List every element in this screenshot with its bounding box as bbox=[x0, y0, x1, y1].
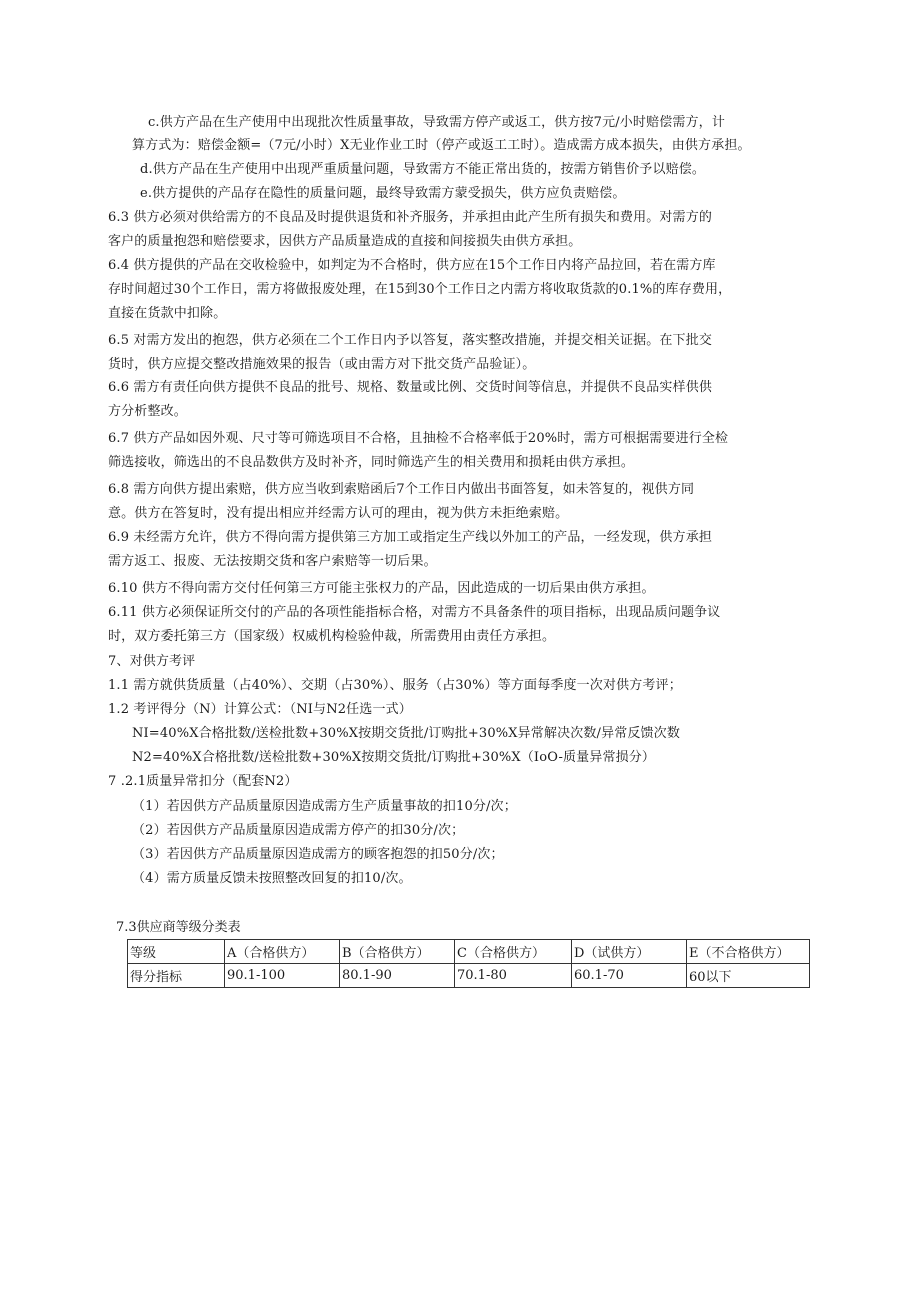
table-caption: 7.3供应商等级分类表 bbox=[116, 920, 241, 935]
paragraph-line: 意。供方在答复时，没有提出相应并经需方认可的理由，视为供方未拒绝索赔。 bbox=[108, 506, 569, 521]
paragraph-line: 时，双方委托第三方（国家级）权威机构检验仲裁，所需费用由责任方承担。 bbox=[108, 629, 556, 644]
paragraph-line: c.供方产品在生产使用中出现批次性质量事故，导致需方停产或返工，供方按7元/小时赔偿需方，计 bbox=[148, 115, 725, 130]
subsection-heading: 7 .2.1质量异常扣分（配套N2） bbox=[108, 774, 298, 789]
paragraph-line: 6.7 供方产品如因外观、尺寸等可筛选项目不合格，且抽检不合格率低于20%时，需方可根据需要进行全检 bbox=[108, 431, 729, 446]
supplier-grade-table bbox=[127, 939, 810, 988]
formula-line: N2=40%X合格批数/送检批数+30%X按期交货批/订购批+30%X（IoO-质量异常损分） bbox=[132, 750, 656, 765]
paragraph-line: 6.10 供方不得向需方交付任何第三方可能主张权力的产品，因此造成的一切后果由供方承担。 bbox=[108, 581, 655, 596]
table-cell: 70.1-80 bbox=[455, 964, 572, 988]
table-header-cell: C（合格供方） bbox=[455, 940, 572, 964]
paragraph-line: 6.5 对需方发出的抱怨，供方必须在二个工作日内予以答复，落实整改措施，并提交相关证据。在下批交 bbox=[108, 333, 713, 348]
list-item: （4）需方质量反馈未按照整改回复的扣10/次。 bbox=[132, 871, 412, 886]
paragraph-line: 筛选接收，筛选出的不良品数供方及时补齐，同时筛选产生的相关费用和损耗由供方承担。 bbox=[108, 455, 635, 470]
table-cell: 60以下 bbox=[687, 964, 810, 988]
paragraph-line: 1.2 考评得分（N）计算公式：（NI与N2任选一式） bbox=[108, 702, 412, 717]
list-item: （1）若因供方产品质量原因造成需方生产质量事故的扣10分/次； bbox=[132, 799, 517, 814]
paragraph-line: 存时间超过30个工作日，需方将做报废处理，在15到30个工作日之内需方将收取货款的0.1%的库存费用， bbox=[108, 282, 732, 297]
paragraph-line: 需方返工、报废、无法按期交货和客户索赔等一切后果。 bbox=[108, 554, 437, 569]
table-header-cell: E（不合格供方） bbox=[687, 940, 810, 964]
table-row bbox=[128, 964, 810, 988]
section-heading: 7、对供方考评 bbox=[108, 654, 196, 669]
paragraph-line: 6.3 供方必须对供给需方的不良品及时提供退货和补齐服务，并承担由此产生所有损失和费用。对需方的 bbox=[108, 210, 713, 225]
table-cell: 90.1-100 bbox=[225, 964, 340, 988]
table-header-cell: 等级 bbox=[128, 940, 225, 964]
paragraph-line: d.供方产品在生产使用中出现严重质量问题，导致需方不能正常出货的，按需方销售价予以赔偿。 bbox=[140, 162, 706, 177]
formula-line: NI=40%X合格批数/送检批数+30%X按期交货批/订购批+30%X异常解决次数/异常反馈次数 bbox=[132, 726, 680, 741]
paragraph-line: e.供方提供的产品存在隐性的质量问题，最终导致需方蒙受损失，供方应负责赔偿。 bbox=[140, 186, 626, 201]
paragraph-line: 6.4 供方提供的产品在交收检验中，如判定为不合格时，供方应在15个工作日内将产品拉回，若在需方库 bbox=[108, 258, 716, 273]
list-item: （3）若因供方产品质量原因造成需方的顾客抱怨的扣50分/次； bbox=[132, 847, 504, 862]
paragraph-line: 直接在货款中扣除。 bbox=[108, 306, 227, 321]
paragraph-line: 方分析整改。 bbox=[108, 404, 187, 419]
paragraph-line: 6.11 供方必须保证所交付的产品的各项性能指标合格，对需方不具备条件的项目指标，出现品质问题争议 bbox=[108, 605, 721, 620]
paragraph-line: 6.9 未经需方允许，供方不得向需方提供第三方加工或指定生产线以外加工的产品，一经发现，供方承担 bbox=[108, 530, 713, 545]
table-header-cell: B（合格供方） bbox=[340, 940, 455, 964]
paragraph-line: 6.6 需方有责任向供方提供不良品的批号、规格、数量或比例、交货时间等信息，并提供不良品实样供供 bbox=[108, 380, 713, 395]
table-cell: 得分指标 bbox=[128, 964, 225, 988]
paragraph-line: 客户的质量抱怨和赔偿要求，因供方产品质量造成的直接和间接损失由供方承担。 bbox=[108, 234, 582, 249]
table-header-cell: A（合格供方） bbox=[225, 940, 340, 964]
paragraph-line: 算方式为：赔偿金额=（7元/小时）X无业作业工时（停产或返工工时）。造成需方成本损失，由供方承担。 bbox=[132, 138, 751, 153]
list-item: （2）若因供方产品质量原因造成需方停产的扣30分/次； bbox=[132, 823, 465, 838]
table-header-row bbox=[128, 940, 810, 964]
table-cell: 60.1-70 bbox=[572, 964, 687, 988]
paragraph-line: 6.8 需方向供方提出索赔，供方应当收到索赔函后7个工作日内做出书面答复，如未答复的，视供方同 bbox=[108, 482, 695, 497]
paragraph-line: 货时，供方应提交整改措施效果的报告（或由需方对下批交货产品验证）。 bbox=[108, 357, 536, 372]
table-cell: 80.1-90 bbox=[340, 964, 455, 988]
paragraph-line: 1.1 需方就供货质量（占40%）、交期（占30%）、服务（占30%）等方面每季度一次对供方考评； bbox=[108, 678, 682, 693]
table-header-cell: D（试供方） bbox=[572, 940, 687, 964]
